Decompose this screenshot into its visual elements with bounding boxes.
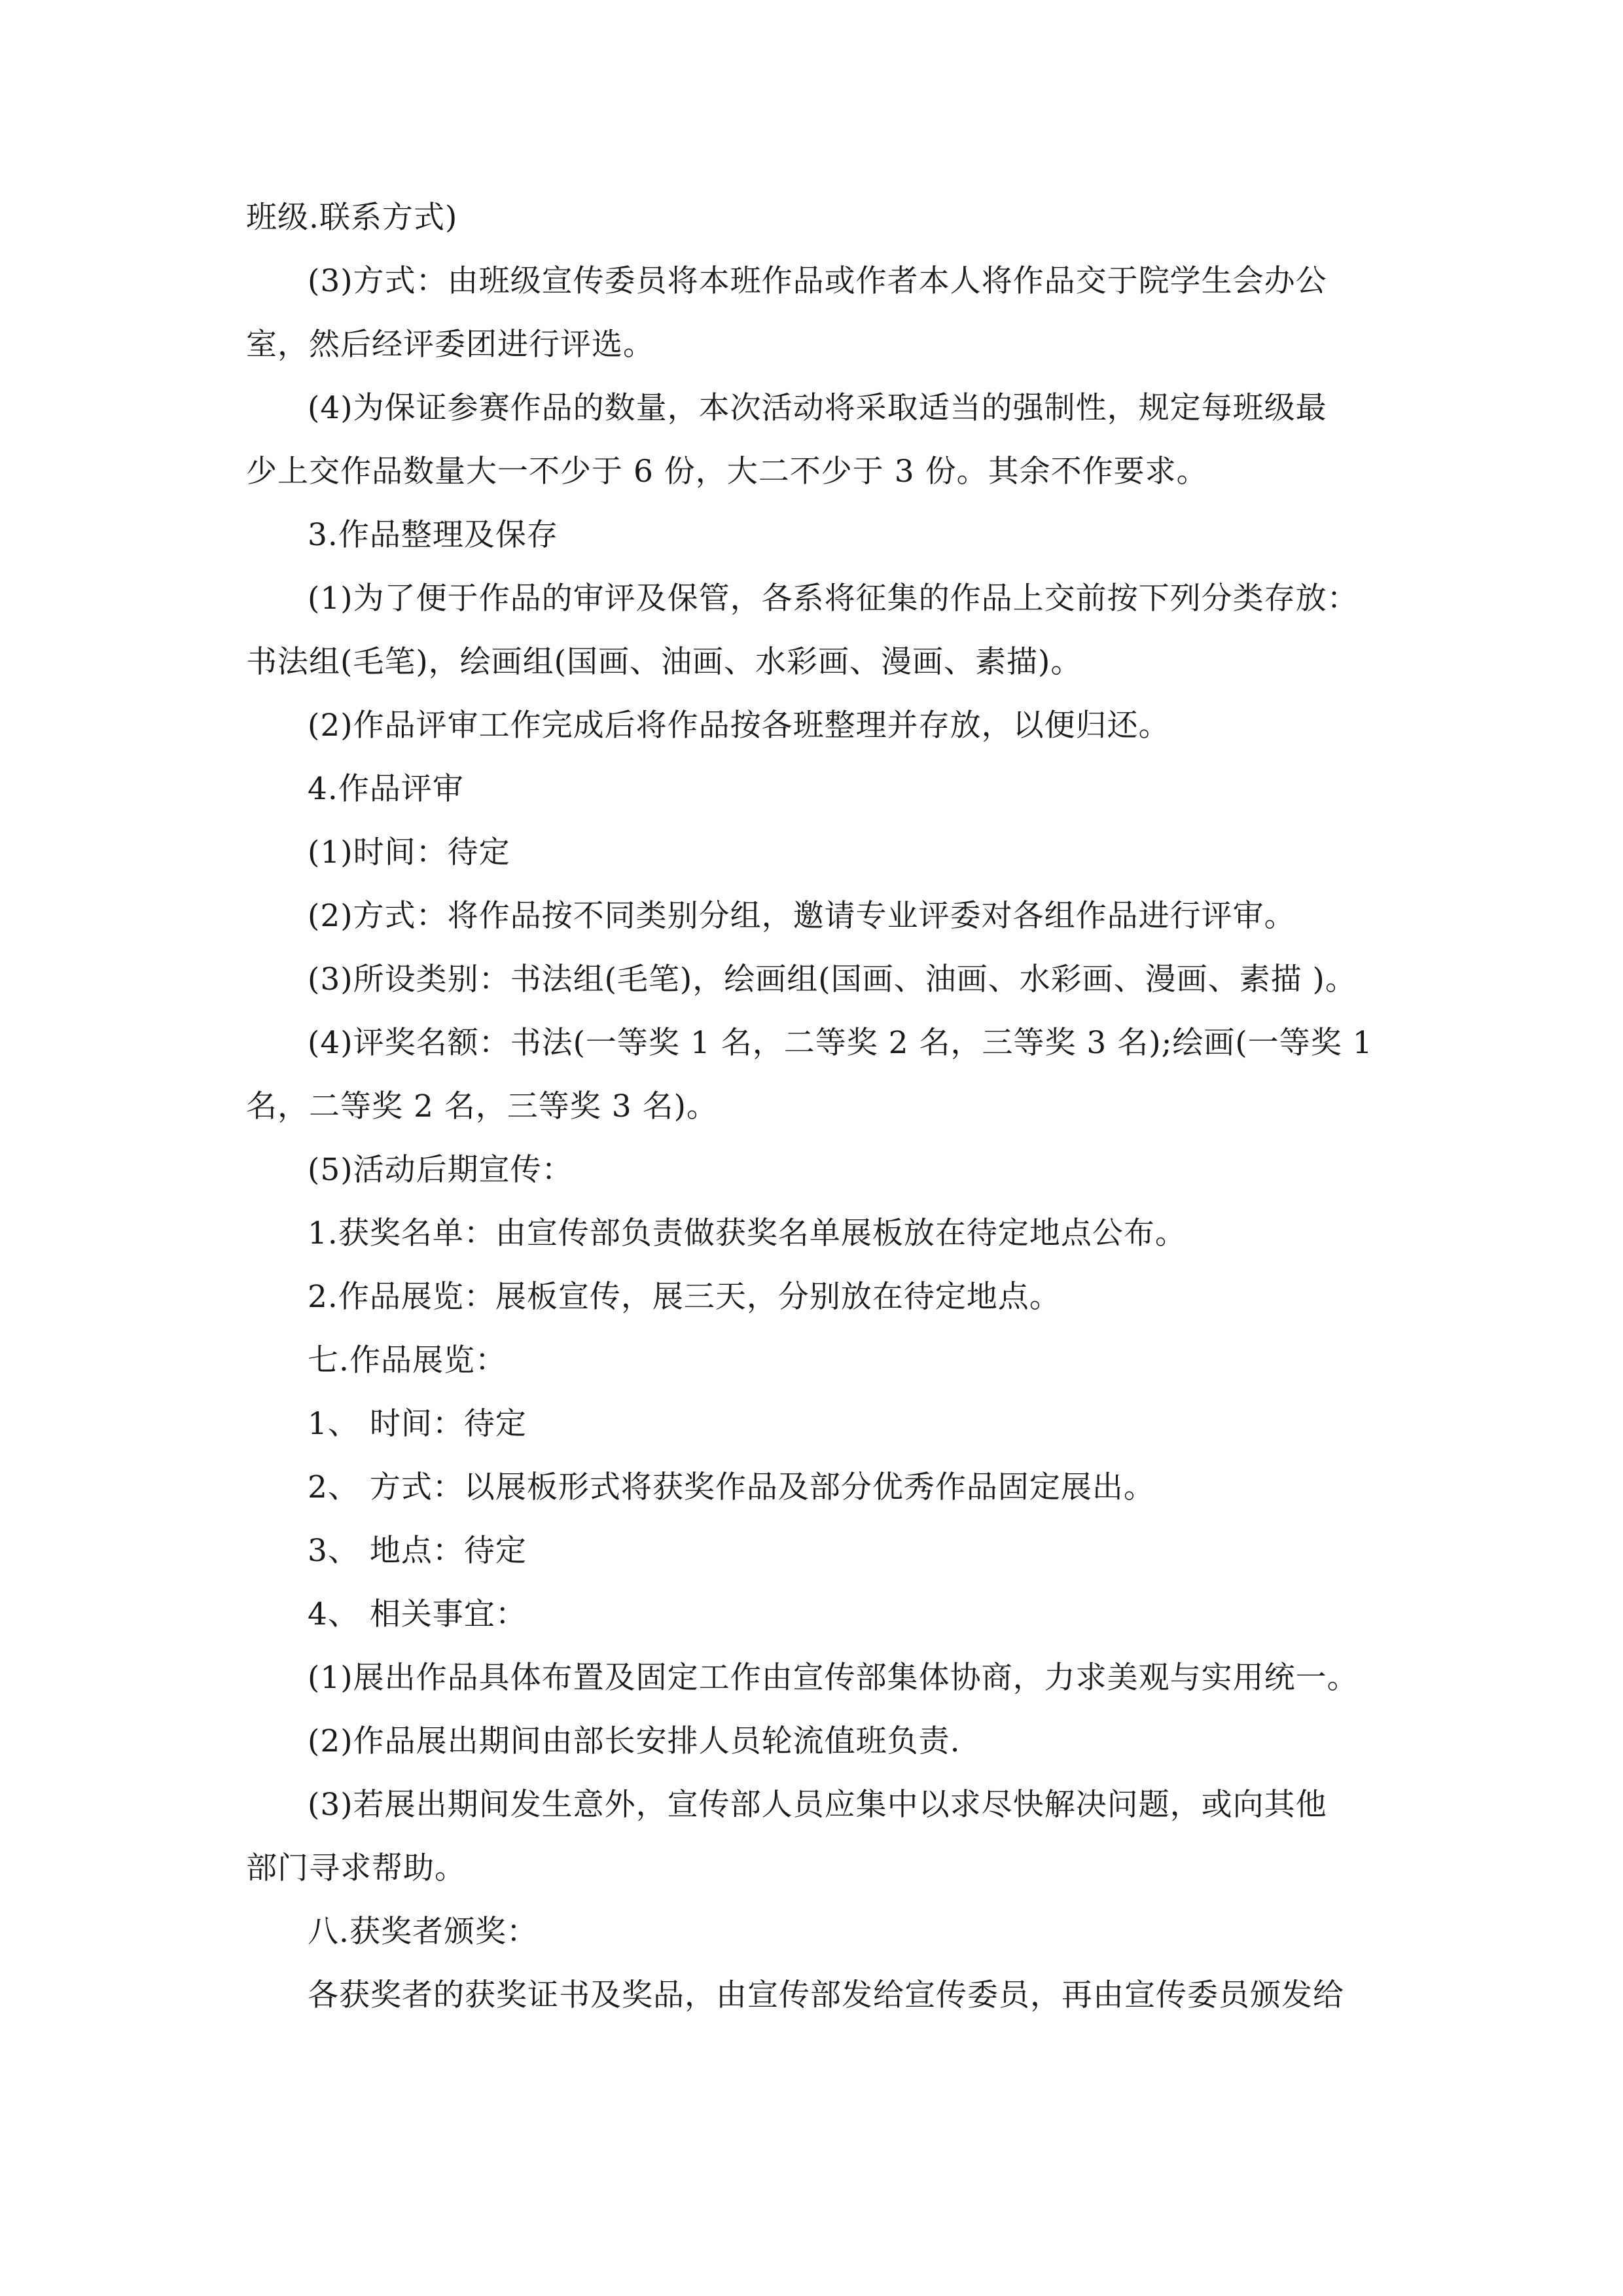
text-line: (2)作品评审工作完成后将作品按各班整理并存放，以便归还。 — [308, 708, 1170, 744]
text-line: (1)时间：待定 — [308, 834, 510, 870]
text-line: 少上交作品数量大一不少于 6 份，大二不少于 3 份。其余不作要求。 — [246, 454, 1208, 490]
text-line: 3、 地点：待定 — [308, 1533, 527, 1569]
text-line: (3)所设类别：书法组(毛笔)，绘画组(国画、油画、水彩画、漫画、素描 )。 — [308, 961, 1357, 997]
text-line: 八.获奖者颁奖： — [308, 1914, 538, 1950]
text-line: 3.作品整理及保存 — [308, 517, 558, 553]
text-line: 书法组(毛笔)，绘画组(国画、油画、水彩画、漫画、素描)。 — [246, 644, 1082, 680]
text-line: 室，然后经评委团进行评选。 — [246, 327, 654, 363]
text-line: 1、 时间：待定 — [308, 1406, 527, 1442]
text-line: (1)展出作品具体布置及固定工作由宣传部集体协商，力求美观与实用统一。 — [308, 1660, 1359, 1696]
text-line: (2)作品展出期间由部长安排人员轮流值班负责. — [308, 1723, 961, 1759]
text-line: (3)若展出期间发生意外，宣传部人员应集中以求尽快解决问题，或向其他 — [308, 1787, 1327, 1823]
text-line: (2)方式：将作品按不同类别分组，邀请专业评委对各组作品进行评审。 — [308, 898, 1296, 934]
text-line: (5)活动后期宣传： — [308, 1152, 573, 1188]
text-line: (4)评奖名额：书法(一等奖 1 名，二等奖 2 名，三等奖 3 名);绘画(一等奖 1 — [308, 1025, 1373, 1061]
text-line: 1.获奖名单：由宣传部负责做获奖名单展板放在待定地点公布。 — [308, 1215, 1186, 1251]
text-line: 七.作品展览： — [308, 1342, 507, 1378]
text-line: 班级.联系方式) — [246, 200, 458, 236]
text-line: (3)方式：由班级宣传委员将本班作品或作者本人将作品交于院学生会办公 — [308, 263, 1327, 299]
text-line: (4)为保证参赛作品的数量，本次活动将采取适当的强制性，规定每班级最 — [308, 390, 1327, 426]
text-line: 2、 方式：以展板形式将获奖作品及部分优秀作品固定展出。 — [308, 1469, 1155, 1505]
text-line: 名，二等奖 2 名，三等奖 3 名)。 — [246, 1088, 718, 1124]
text-line: 2.作品展览：展板宣传，展三天，分别放在待定地点。 — [308, 1279, 1061, 1315]
text-line: 部门寻求帮助。 — [246, 1850, 466, 1886]
text-line: 各获奖者的获奖证书及奖品，由宣传部发给宣传委员，再由宣传委员颁发给 — [308, 1977, 1344, 2013]
text-line: 4、 相关事宜： — [308, 1596, 527, 1632]
text-line: 4.作品评审 — [308, 771, 464, 807]
text-line: (1)为了便于作品的审评及保管，各系将征集的作品上交前按下列分类存放： — [308, 581, 1359, 617]
